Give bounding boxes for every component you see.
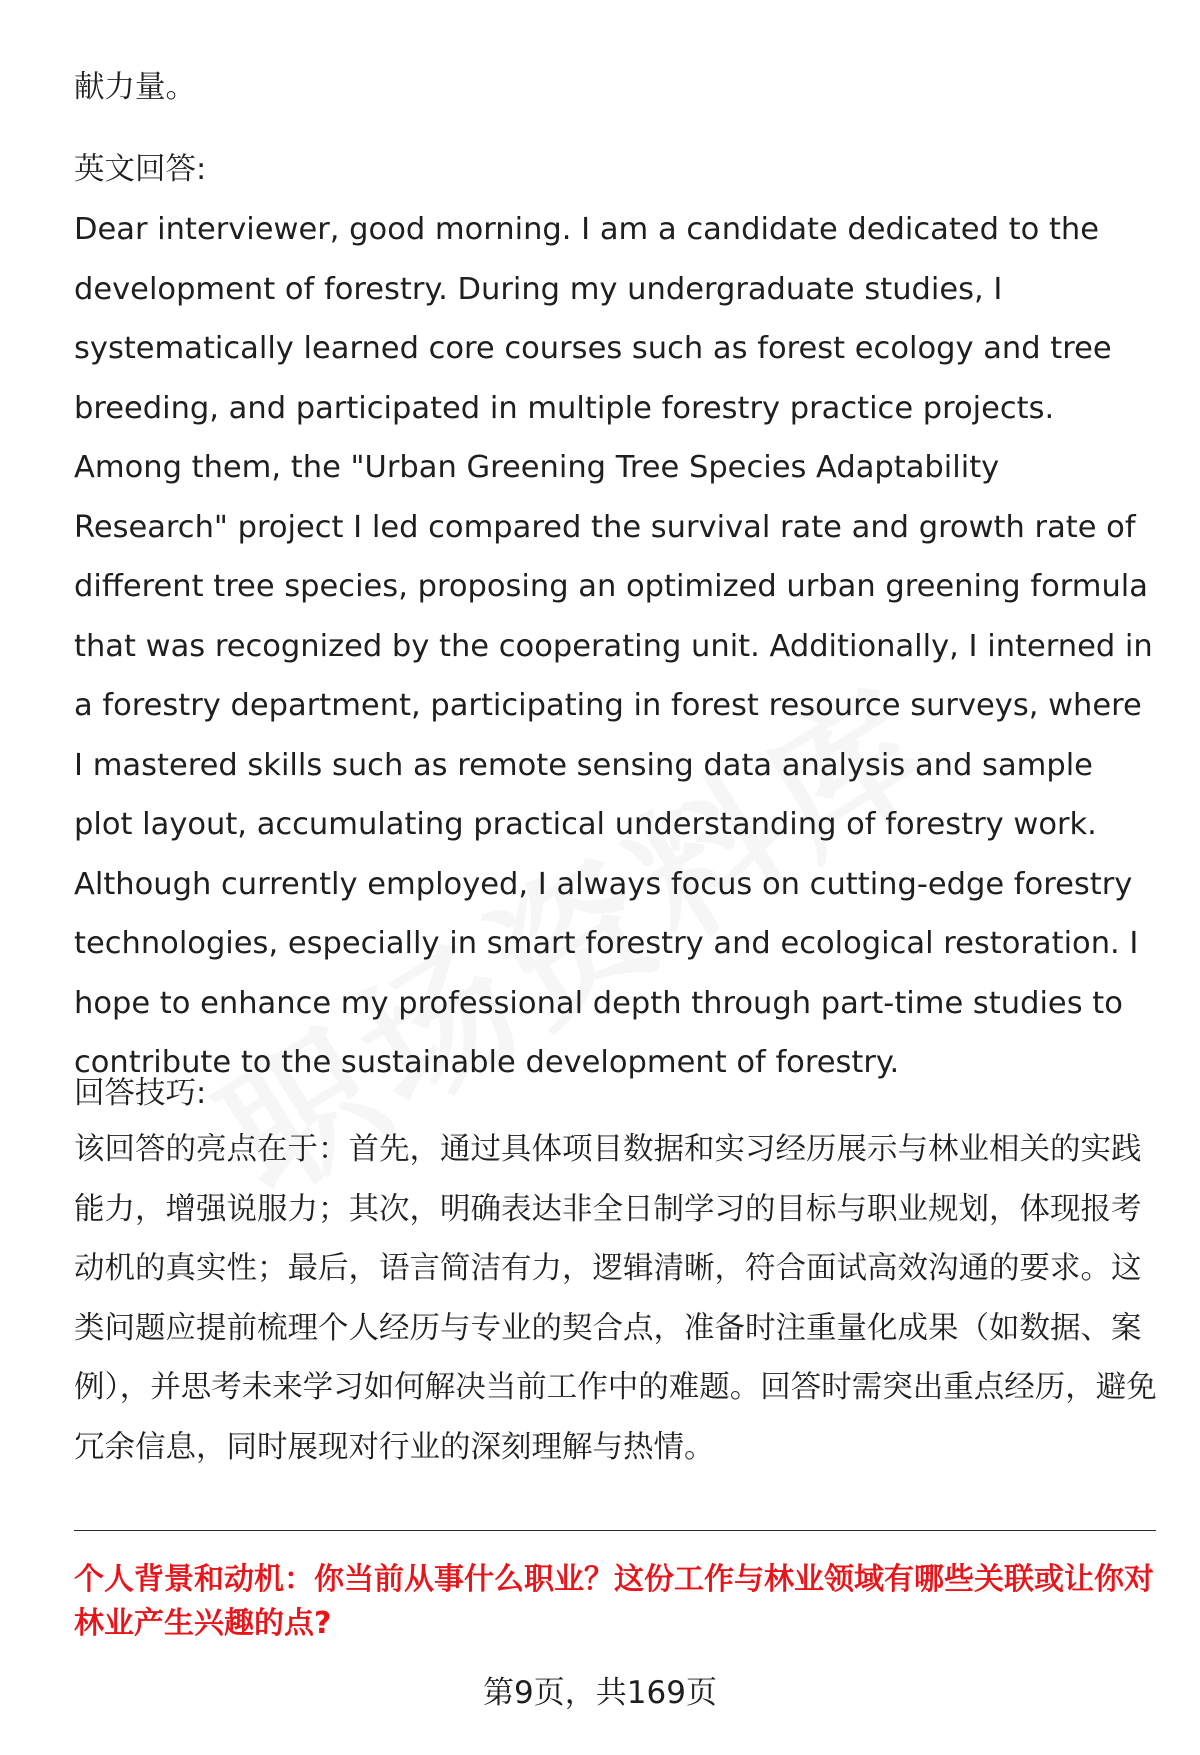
continuation-text: 献力量。: [74, 70, 196, 105]
answer-tips-paragraph: 该回答的亮点在于：首先，通过具体项目数据和实习经历展示与林业相关的实践能力，增强说服力；其次，明确表达非全日制学习的目标与职业规划，体现报考动机的真实性；最后，语言简洁有力，逻辑清晰，符合面试高效沟通的要求。这类问题应提前梳理个人经历与专业的契合点，准备时注重量化成果（如数据、案例），并思考未来学习如何解决当前工作中的难题。回答时需突出重点经历，避免冗余信息，同时展现对行业的深刻理解与热情。: [74, 1132, 1157, 1465]
answer-tips-label: 回答技巧:: [74, 1076, 207, 1111]
english-answer-paragraph: Dear interviewer, good morning. I am a candidate dedicated to the development of forestry. During my undergraduate studies, I systematically learned core courses such as forest ecology and tree breeding, and participated in multiple forestry practice projects. Among them, the "Urban Greening Tree Species Adaptability Research" project I led compared the survival rate and growth rate of different tree species, proposing an optimized urban greening formula that was recognized by the cooperating unit. Additionally, I interned in a forestry department, participating in forest resource surveys, where I mastered skills such as remote sensing data analysis and sample plot layout, accumulating practical understanding of forestry work. Although currently employed, I always focus on cutting-edge forestry technologies, especially in smart forestry and ecological restoration. I hope to enhance my professional depth through part-time studies to contribute to the sustainable development of forestry.: [74, 212, 1153, 1080]
section-divider: [74, 1530, 1156, 1531]
page-footer: 第9页，共169页: [483, 1675, 717, 1711]
english-answer-label: 英文回答:: [74, 152, 207, 187]
next-question-heading: 个人背景和动机：你当前从事什么职业？这份工作与林业领域有哪些关联或让你对林业产生兴趣的点?: [74, 1562, 1154, 1641]
